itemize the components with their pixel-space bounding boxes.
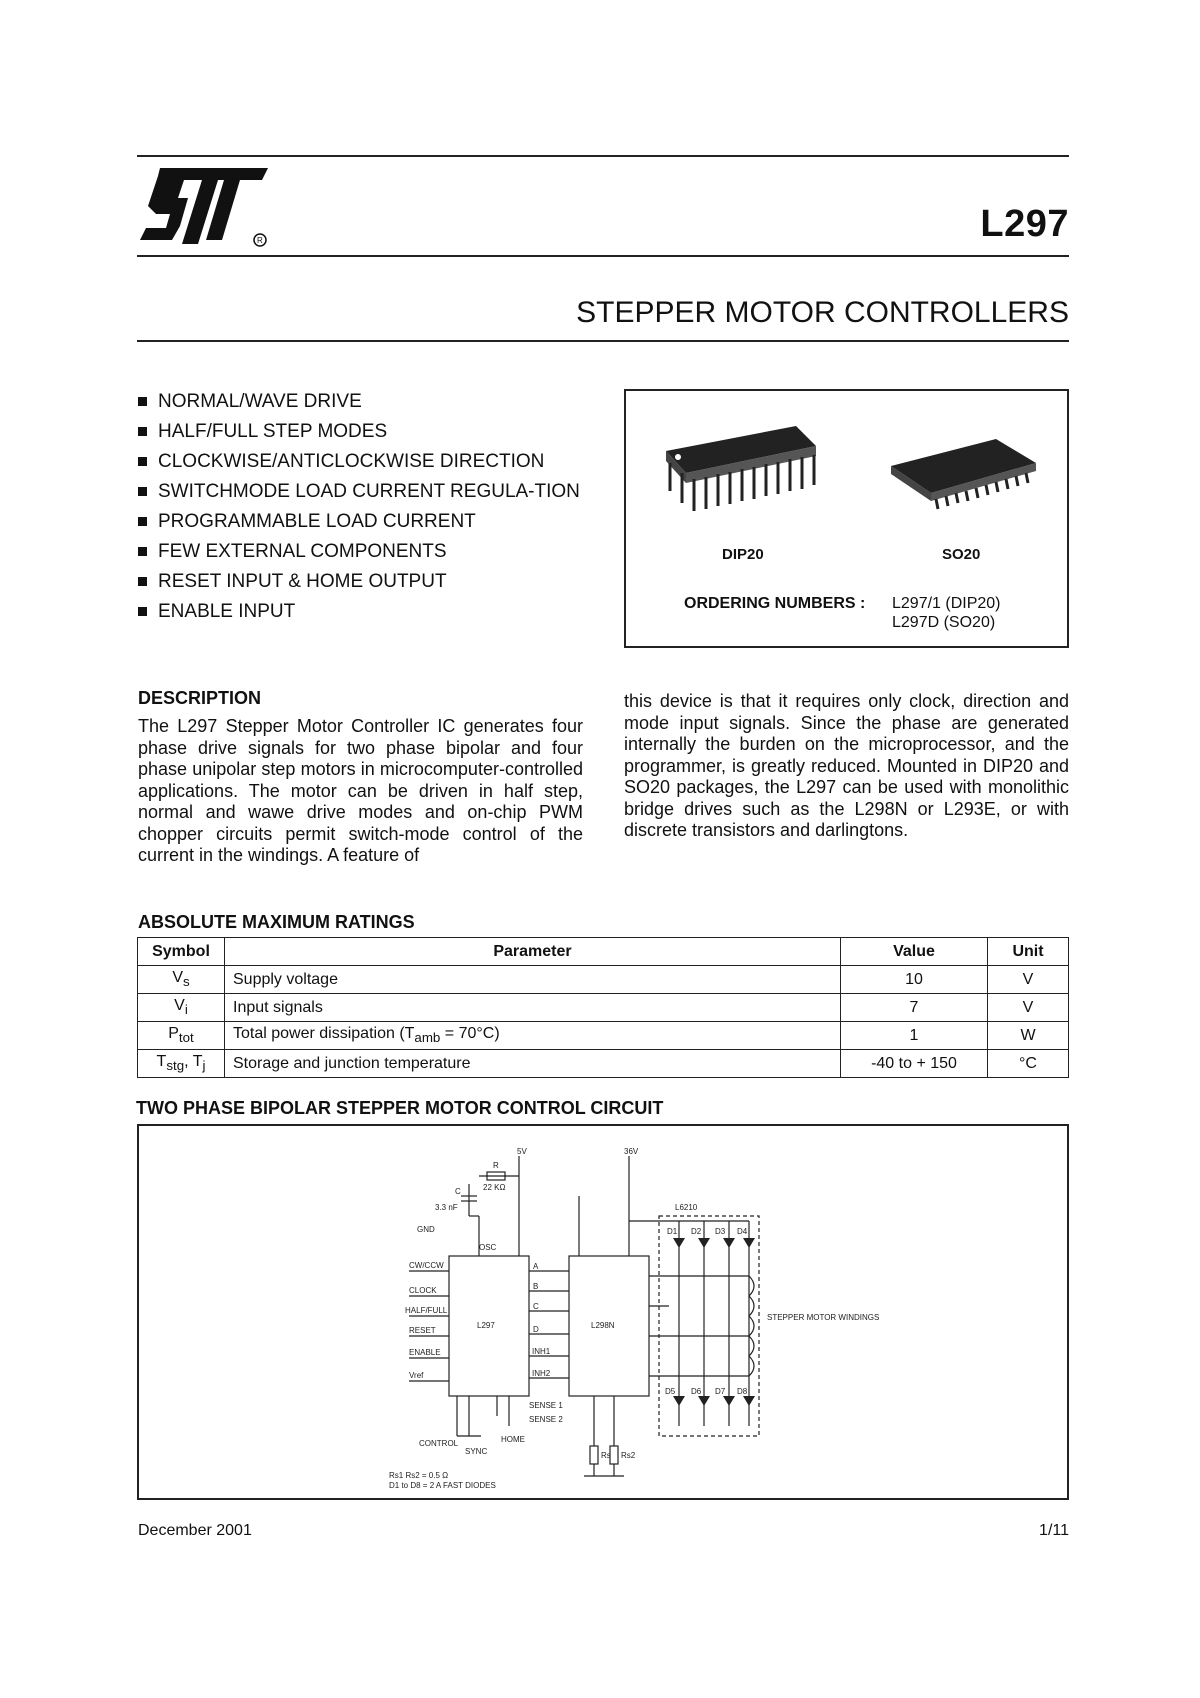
svg-text:B: B (533, 1282, 539, 1291)
svg-text:OSC: OSC (479, 1243, 497, 1252)
svg-text:SENSE 1: SENSE 1 (529, 1401, 563, 1410)
svg-text:L6210: L6210 (675, 1203, 698, 1212)
circuit-box (137, 1124, 1069, 1500)
subtitle-rule (137, 340, 1069, 342)
symbol-cell: $V_i$ (138, 994, 225, 1022)
svg-text:ENABLE: ENABLE (409, 1348, 441, 1357)
bullet-square-icon (138, 427, 147, 436)
svg-text:HOME: HOME (501, 1435, 525, 1444)
table-row (138, 1050, 1069, 1078)
bullet-square-icon (138, 487, 147, 496)
parameter-cell: Input signals (225, 994, 841, 1022)
feature-item: ENABLE INPUT (138, 600, 588, 623)
svg-text:D2: D2 (691, 1227, 702, 1236)
svg-text:Rs: Rs (601, 1451, 611, 1460)
svg-text:D1: D1 (667, 1227, 678, 1236)
value-cell: 10 (841, 966, 988, 994)
svg-text:C: C (455, 1187, 461, 1196)
feature-item: FEW EXTERNAL COMPONENTS (138, 540, 588, 563)
table-row (138, 994, 1069, 1022)
column-header: Parameter (225, 938, 841, 966)
circuit-heading: TWO PHASE BIPOLAR STEPPER MOTOR CONTROL CIRCUIT (136, 1098, 664, 1118)
svg-text:STEPPER MOTOR WINDINGS: STEPPER MOTOR WINDINGS (767, 1313, 880, 1322)
footer-date: December 2001 (138, 1522, 252, 1539)
unit-cell: V (988, 966, 1069, 994)
symbol-cell: $T_{stg}$, $T_j$ (138, 1050, 225, 1078)
footer-page-number: 1/11 (1039, 1522, 1069, 1539)
svg-text:D8: D8 (737, 1387, 748, 1396)
feature-item: CLOCKWISE/ANTICLOCKWISE DIRECTION (138, 450, 588, 473)
feature-item: NORMAL/WAVE DRIVE (138, 390, 588, 413)
svg-text:22 KΩ: 22 KΩ (483, 1183, 506, 1192)
svg-text:Vref: Vref (409, 1371, 424, 1380)
page-subtitle: STEPPER MOTOR CONTROLLERS (576, 296, 1069, 329)
svg-text:INH2: INH2 (532, 1369, 551, 1378)
dip20-label: DIP20 (722, 546, 764, 563)
feature-item: HALF/FULL STEP MODES (138, 420, 588, 443)
ratings-heading: ABSOLUTE MAXIMUM RATINGS (138, 912, 415, 932)
bullet-square-icon (138, 457, 147, 466)
svg-text:L298N: L298N (591, 1321, 615, 1330)
header-top-rule (137, 155, 1069, 157)
svg-text:Rs2: Rs2 (621, 1451, 636, 1460)
unit-cell: W (988, 1022, 1069, 1050)
package-box (624, 389, 1069, 648)
column-header: Symbol (138, 938, 225, 966)
circuit-schematic (369, 1146, 880, 1490)
feature-item: PROGRAMMABLE LOAD CURRENT (138, 510, 588, 533)
ordering-numbers-label: ORDERING NUMBERS : (684, 595, 866, 612)
page-title: L297 (980, 203, 1069, 245)
dip20-package-icon (656, 411, 826, 531)
symbol-cell: $V_s$ (138, 966, 225, 994)
description-column-1: The L297 Stepper Motor Controller IC generates four phase drive signals for two phase bipolar and four phase unipolar step motors in microcomputer-controlled applications. The motor can be driven in half step, normal and wawe drive modes and on-chip PWM chopper circuits permit switch-mode control of the current in the windings. A feature of (138, 716, 583, 865)
svg-text:RESET: RESET (409, 1326, 436, 1335)
svg-text:C: C (533, 1302, 539, 1311)
feature-item: SWITCHMODE LOAD CURRENT REGULA-TION (138, 480, 592, 503)
description-heading: DESCRIPTION (138, 688, 262, 708)
svg-text:A: A (533, 1262, 539, 1271)
svg-text:CLOCK: CLOCK (409, 1286, 437, 1295)
svg-text:SYNC: SYNC (465, 1447, 488, 1456)
ratings-table (137, 937, 1069, 1078)
bullet-square-icon (138, 547, 147, 556)
svg-text:SENSE 2: SENSE 2 (529, 1415, 563, 1424)
svg-text:D6: D6 (691, 1387, 702, 1396)
feature-list (138, 390, 588, 630)
svg-text:L297: L297 (477, 1321, 495, 1330)
svg-text:D1 to D8 = 2 A FAST DIODES: D1 to D8 = 2 A FAST DIODES (389, 1481, 496, 1490)
so20-label: SO20 (942, 546, 981, 563)
ordering-number-so: L297D (SO20) (892, 614, 996, 631)
svg-text:INH1: INH1 (532, 1347, 551, 1356)
ordering-number-dip: L297/1 (DIP20) (892, 595, 1001, 612)
description-column-2: this device is that it requires only clock, direction and mode input signals. Since the phase are generated internally the burden on the microprocessor, and the programmer, is greatly reduced. Mounted in DIP20 and SO20 packages, the L297 can be used with monolithic bridge drives such as the L298N or L293E, or with discrete transistors and darlingtons. (624, 691, 1069, 840)
svg-text:5V: 5V (517, 1147, 527, 1156)
svg-text:R: R (257, 236, 263, 245)
column-header: Value (841, 938, 988, 966)
svg-text:GND: GND (417, 1225, 435, 1234)
parameter-cell: Storage and junction temperature (225, 1050, 841, 1078)
svg-text:CW/CCW: CW/CCW (409, 1261, 444, 1270)
feature-item: RESET INPUT & HOME OUTPUT (138, 570, 588, 593)
svg-text:HALF/FULL: HALF/FULL (405, 1306, 448, 1315)
parameter-cell: Supply voltage (225, 966, 841, 994)
symbol-cell: $P_{tot}$ (138, 1022, 225, 1050)
table-header-row (138, 938, 1069, 966)
svg-text:Rs1 Rs2 = 0.5 Ω: Rs1 Rs2 = 0.5 Ω (389, 1471, 449, 1480)
svg-text:D: D (533, 1325, 539, 1334)
table-row (138, 966, 1069, 994)
column-header: Unit (988, 938, 1069, 966)
value-cell: 7 (841, 994, 988, 1022)
bullet-square-icon (138, 577, 147, 586)
header-rule (137, 255, 1069, 257)
svg-text:D5: D5 (665, 1387, 676, 1396)
unit-cell: °C (988, 1050, 1069, 1078)
svg-text:D4: D4 (737, 1227, 748, 1236)
svg-text:36V: 36V (624, 1147, 639, 1156)
bullet-square-icon (138, 607, 147, 616)
svg-text:R: R (493, 1161, 499, 1170)
svg-text:3.3 nF: 3.3 nF (435, 1203, 458, 1212)
svg-text:D7: D7 (715, 1387, 726, 1396)
parameter-cell: Total power dissipation $(T_{amb} = 70^\circ C)$ (225, 1022, 841, 1050)
svg-text:CONTROL: CONTROL (419, 1439, 459, 1448)
bullet-square-icon (138, 517, 147, 526)
svg-text:D3: D3 (715, 1227, 726, 1236)
table-row (138, 1022, 1069, 1050)
value-cell: -40 to + 150 (841, 1050, 988, 1078)
value-cell: 1 (841, 1022, 988, 1050)
st-logo-icon (140, 168, 268, 248)
unit-cell: V (988, 994, 1069, 1022)
bullet-square-icon (138, 397, 147, 406)
so20-package-icon (886, 431, 1046, 521)
